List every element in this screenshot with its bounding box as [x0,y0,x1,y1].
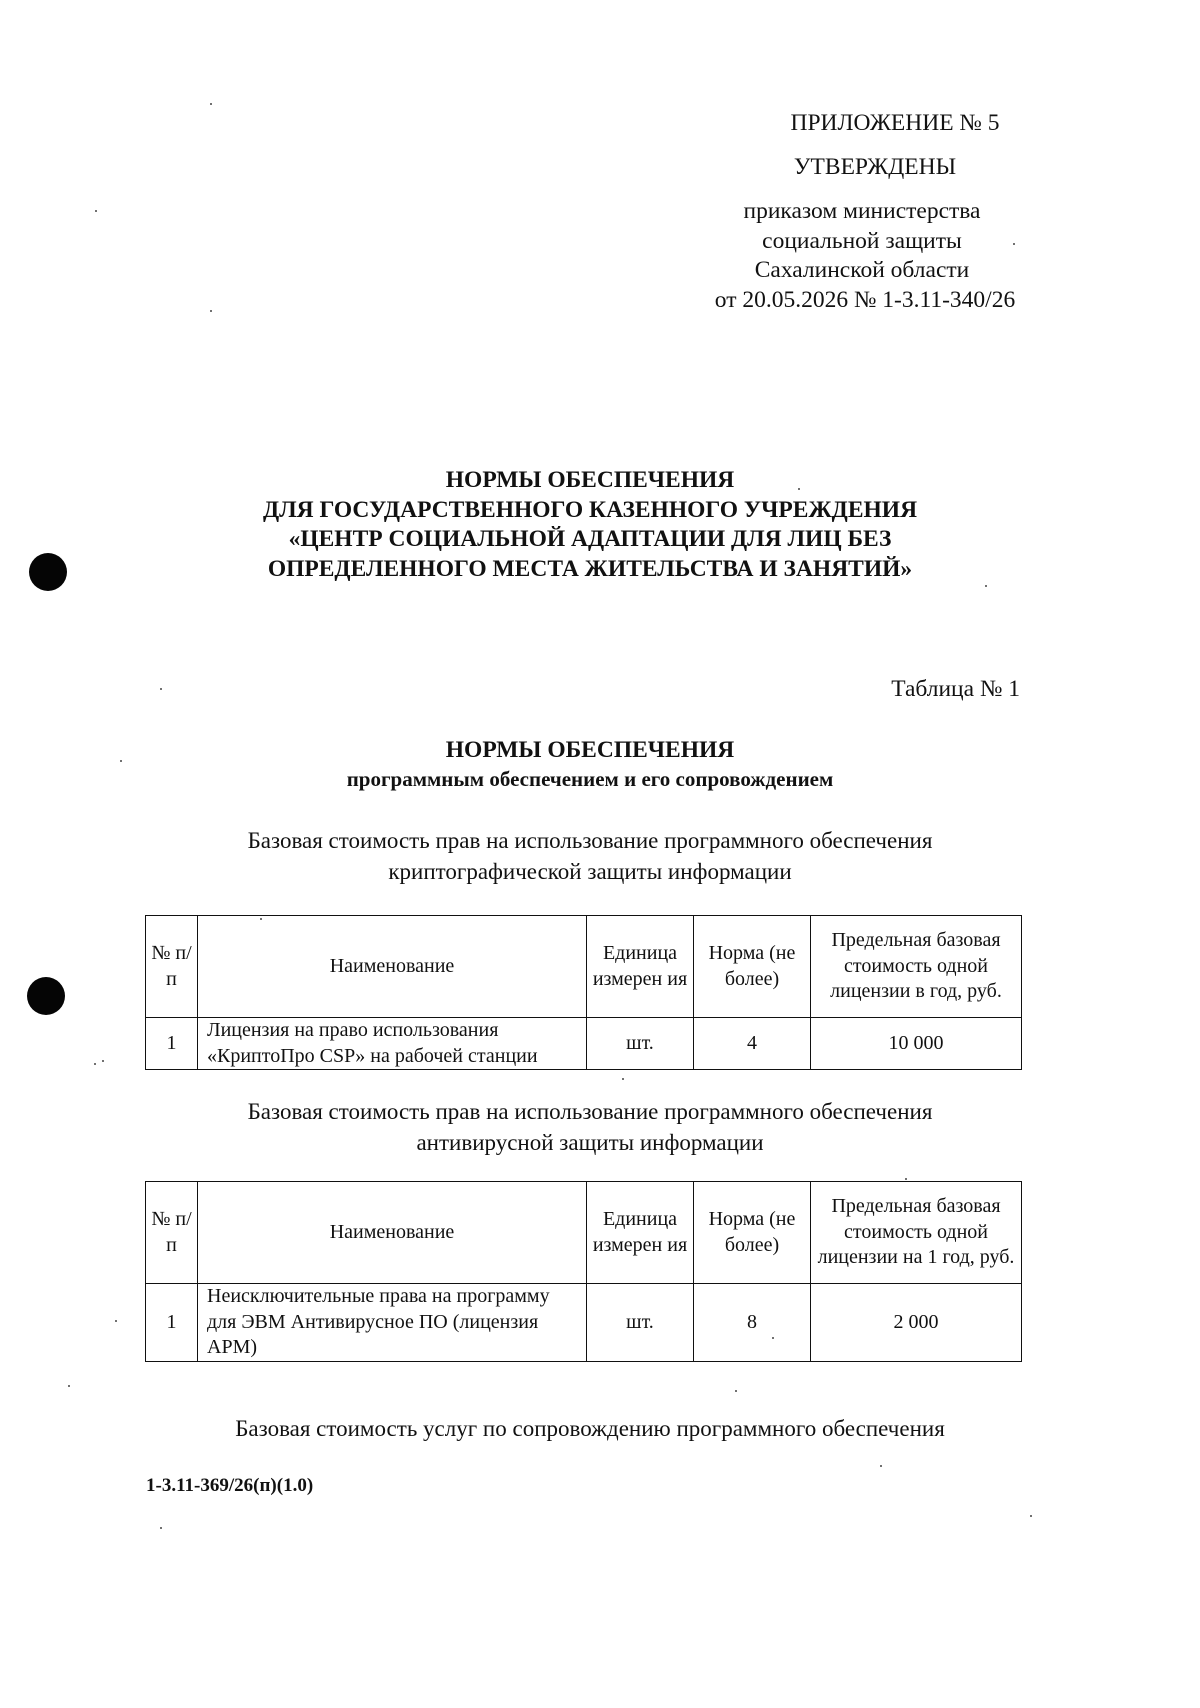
scan-speck [880,1465,882,1467]
crypto-license-table [145,915,1022,1070]
scan-speck [68,1385,70,1387]
scan-speck [210,310,212,312]
header-cell-unit: Единица измерен ия [587,916,694,1018]
header-cell-name: Наименование [198,1182,587,1284]
cell-no: 1 [146,1284,198,1362]
header-cell-norm: Норма (не более) [694,916,811,1018]
header-cell-unit: Единица измерен ия [587,1182,694,1284]
order-date-line: от 20.05.2026 № 1-3.11-340/26 [714,287,1016,313]
scan-speck [210,103,212,105]
punch-hole-mark [29,553,67,591]
order-line: Сахалинской области [754,257,970,283]
table-number-label: Таблица № 1 [891,676,1020,702]
section-heading [80,735,1100,793]
header-cell-name: Наименование [198,916,587,1018]
caption-line: Базовая стоимость прав на использование программного обеспечения [247,828,933,853]
scan-speck [622,1078,624,1080]
cell-norm: 8 [694,1284,811,1362]
caption-line: антивирусной защиты информации [416,1130,764,1155]
document-code: 1-3.11-369/26(п)(1.0) [146,1475,314,1496]
cell-unit: шт. [587,1018,694,1070]
scan-speck [102,1060,104,1062]
order-line: приказом министерства [743,198,981,224]
title-line: ДЛЯ ГОСУДАРСТВЕННОГО КАЗЕННОГО УЧРЕЖДЕНИЯ [262,496,918,523]
cell-no: 1 [146,1018,198,1070]
table-header-row [146,1182,1022,1284]
title-line: «ЦЕНТР СОЦИАЛЬНОЙ АДАПТАЦИИ ДЛЯ ЛИЦ БЕЗ [288,526,892,552]
table-caption [90,1413,1090,1444]
scan-speck [1030,1515,1032,1517]
scan-speck [160,688,162,690]
header-cell-no: № п/п [146,916,198,1018]
scan-speck [115,1320,117,1322]
scan-speck [905,1178,907,1180]
approved-label: УТВЕРЖДЕНЫ [793,154,957,180]
scan-speck [160,1527,162,1529]
cell-norm: 4 [694,1018,811,1070]
cell-name: Лицензия на право использования «КриптоПро CSP» на рабочей станции [198,1018,587,1070]
caption-line: Базовая стоимость прав на использование программного обеспечения [247,1099,933,1124]
punch-hole-mark [27,977,65,1015]
table-row [146,1018,1022,1070]
scan-speck [1013,243,1015,245]
scan-speck [95,210,97,212]
order-line: социальной защиты [762,228,962,254]
table-row [146,1284,1022,1362]
table-caption [90,1096,1090,1158]
scan-speck [120,760,122,762]
scan-speck [94,1063,96,1065]
section-heading-title: НОРМЫ ОБЕСПЕЧЕНИЯ [445,737,735,763]
cell-price: 2 000 [811,1284,1022,1362]
caption-line: криптографической защиты информации [388,859,792,884]
scan-speck [985,585,987,587]
scan-speck [735,1390,737,1392]
header-cell-norm: Норма (не более) [694,1182,811,1284]
section-heading-subtitle: программным обеспечением и его сопровождением [346,767,834,791]
document-title [80,466,1100,584]
scan-speck [798,488,800,490]
cell-unit: шт. [587,1284,694,1362]
cell-name: Неисключительные права на программу для ЭВМ Антивирусное ПО (лицензия АРМ) [198,1284,587,1362]
title-line: ОПРЕДЕЛЕННОГО МЕСТА ЖИТЕЛЬСТВА И ЗАНЯТИЙ» [267,555,913,582]
table-caption [90,825,1090,887]
antivirus-license-table [145,1181,1022,1362]
table-header-row [146,916,1022,1018]
header-cell-price: Предельная базовая стоимость одной лицензии в год, руб. [811,916,1022,1018]
appendix-number: ПРИЛОЖЕНИЕ № 5 [790,110,1000,136]
header-cell-no: № п/п [146,1182,198,1284]
scan-speck [260,918,262,920]
caption-line: Базовая стоимость услуг по сопровождению программного обеспечения [235,1416,945,1441]
title-line: НОРМЫ ОБЕСПЕЧЕНИЯ [445,467,735,493]
header-cell-price: Предельная базовая стоимость одной лицензии на 1 год, руб. [811,1182,1022,1284]
cell-price: 10 000 [811,1018,1022,1070]
scan-speck [772,1337,774,1339]
